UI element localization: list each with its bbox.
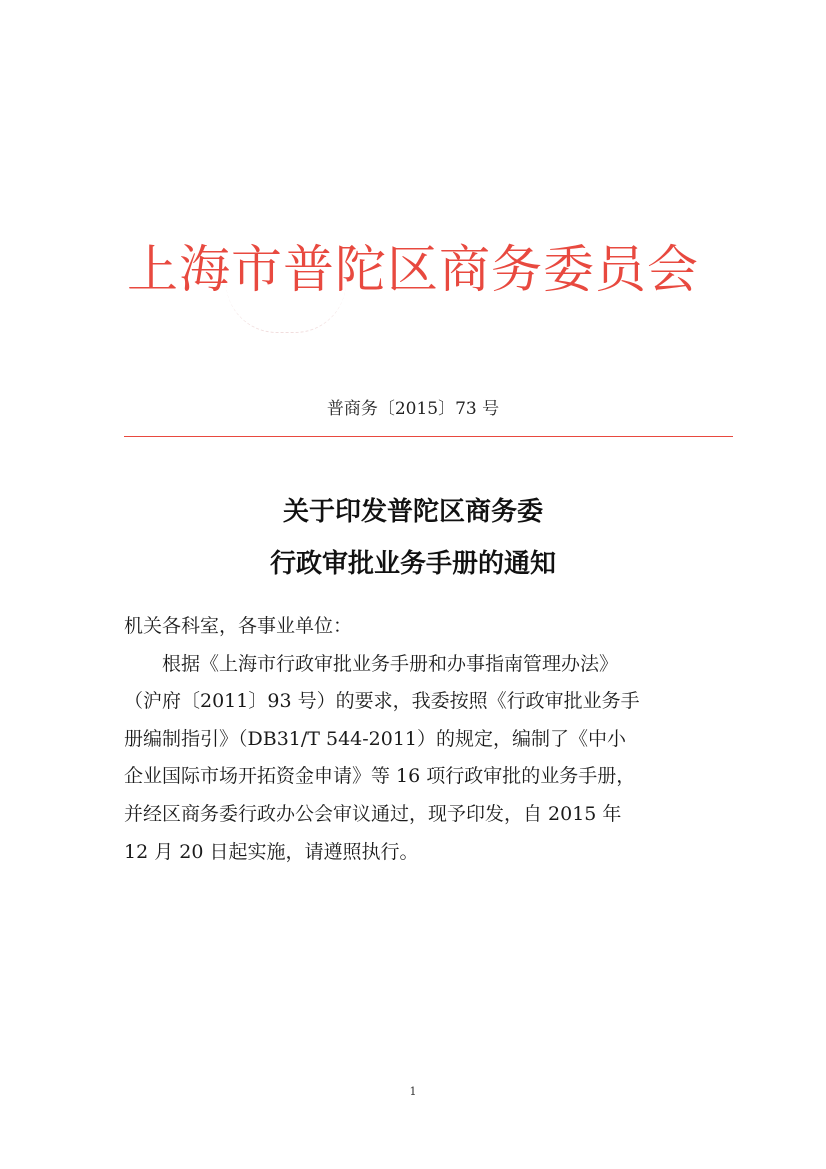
notice-title-line-2: 行政审批业务手册的通知 [269, 549, 556, 579]
document-number: 普商务〔2015〕73 号 [326, 399, 500, 419]
page-number: 1 [409, 1085, 417, 1098]
red-divider-line [124, 436, 733, 437]
body-line-2: （沪府〔2011〕93 号）的要求，我委按照《行政审批业务手 [124, 690, 640, 712]
issuer-title: 上海市普陀区商务委员会 [126, 241, 699, 300]
body-line-4: 企业国际市场开拓资金申请》等 16 项行政审批的业务手册， [124, 765, 636, 787]
body-line-1: 根据《上海市行政审批业务手册和办事指南管理办法》 [124, 653, 619, 675]
faint-seal-mark [226, 282, 346, 333]
notice-title-line-1: 关于印发普陀区商务委 [282, 497, 543, 527]
body-line-6: 12 月 20 日起实施，请遵照执行。 [124, 841, 419, 863]
body-line-5: 并经区商务委行政办公会审议通过，现予印发，自 2015 年 [124, 803, 622, 825]
salutation: 机关各科室，各事业单位： [124, 615, 353, 637]
body-line-3: 册编制指引》（DB31/T 544-2011）的规定，编制了《中小 [124, 728, 627, 750]
